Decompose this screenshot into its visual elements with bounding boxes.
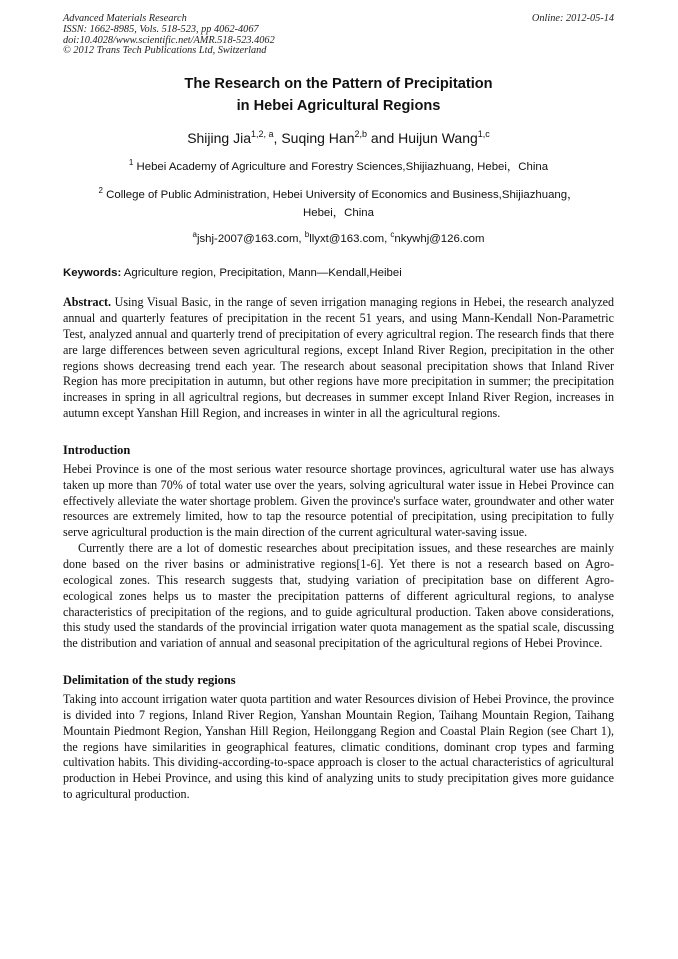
online-date: Online: 2012-05-14 [531, 13, 614, 24]
introduction-paragraph-1: Hebei Province is one of the most serious water resource shortage provinces, agricultural water use has always taken up more than 70% of total water use over the years, solving agricultural water issue in Hebei Province can effectively alleviate the water shortage problem. Given the province's surface water, groundwater and other water resources are extremely limited, how to tap the resource potential of precipitation, using precipitation to fully serve agricultural production is the main direction of the current agricultural water-saving issue. [63, 461, 614, 540]
email-c-mark: c [390, 230, 395, 240]
issn-line: ISSN: 1662-8985, Vols. 518-523, pp 4062-4067 [63, 23, 259, 35]
author-separator: , [273, 130, 282, 147]
abstract-text: Using Visual Basic, in the range of seven irrigation managing regions in Hebei, the research analyzed annual and quarterly features of precipitation in the recent 51 years, and using Mann-Kendall Non-Parametric Test, analyzed annual and quarterly trend of precipitation of every agricultral region. The research finds that there are large differences between seven agricultural regions, except Inland River Region, precipitation in the other regions shows decreasing trend each year. The research about seasonal precipitation shows that Inland River Region has more precipitation in autumn, but other regions have more precipitation in summer; the precipitation increases in spring in all agricultral regions, but decreases in summer except Inland River Region, increases in autumn except Yanshan Hill Region, and increases in winter in all the agricultural regions. [63, 295, 614, 421]
introduction-paragraph-2: Currently there are a lot of domestic researches about precipitation issues, and these researches are mainly done based on the river basins or administrative regions[1-6]. Yet there is not a research based on Agro-ecological zones. This research suggests that, studying variation of precipitation base on different Agro-ecological zones helps us to master the precipitation patterns of different agricultural regions, to analyse characteristics of precipitation of the regions, and to guide agricultural production. Taken above considerations, this study used the standards of the provincial irrigation water quota management as the spatial scale, discussing the distribution and variation of annual and seasonal precipitation of the agricultural regions of Hebei Province. [63, 541, 614, 651]
keywords [63, 265, 614, 281]
author-1-affil: 1,2, a [251, 129, 274, 140]
affiliation-2 [63, 182, 614, 222]
author-1-name: Shijing Jia [187, 130, 252, 147]
author-list [63, 124, 614, 148]
paper-title [63, 73, 614, 117]
author-2-name: Suqing Han [281, 130, 355, 147]
affiliation-1-mark: 1 [128, 158, 134, 168]
affiliation-1 [63, 154, 614, 176]
email-b-mark: b [304, 230, 310, 240]
paper-page [63, 14, 614, 803]
introduction-heading: Introduction [63, 442, 131, 457]
abstract [63, 295, 614, 422]
email-list [63, 227, 614, 247]
abstract-label: Abstract. [63, 295, 112, 310]
affiliation-2-mark: 2 [98, 186, 103, 196]
keywords-text: Agriculture region, Precipitation, Mann—Kendall,Heibei [121, 267, 402, 280]
journal-header [63, 14, 614, 57]
author-separator: and [367, 130, 399, 147]
keywords-label: Keywords: [63, 267, 122, 280]
copyright-line: © 2012 Trans Tech Publications Ltd, Switzerland [63, 45, 267, 57]
delimitation-heading: Delimitation of the study regions [63, 673, 236, 688]
email-a: jshj-2007@163.com, [196, 233, 305, 246]
delimitation-paragraph-1: Taking into account irrigation water quota partition and water Resources division of Hebei Province, the province is divided into 7 regions, Inland River Region, Yanshan Mountain Region, Taihang Mountain Region, Taihang Mountain Piedmont Region, Yanshan Hill Region, Heilonggang Region and Coastal Plain Region (see Chart 1), the regions have similarities in geographical features, climatic conditions, dominant crop types and farming cultivation habits. This dividing-according-to-space approach is closer to the actual characteristics of agricultural production in Hebei Province, and using this kind of analyzing units to study precipitation gives more guidance to agricultural production. [63, 692, 614, 802]
email-a-mark: a [192, 230, 197, 240]
title-line-1: The Research on the Pattern of Precipitation [184, 76, 493, 93]
title-line-2: in Hebei Agricultural Regions [236, 98, 441, 115]
email-b: llyxt@163.com, [309, 233, 391, 246]
affiliation-2-text-cont: Hebei，China [303, 207, 374, 220]
author-3-affil: 1,c [477, 129, 490, 140]
affiliation-2-text: College of Public Administration, Hebei University of Economics and Business,Shijiazhuang， [102, 189, 579, 202]
affiliation-1-text: Hebei Academy of Agriculture and Forestry Sciences,Shijiazhuang, Hebei，China [133, 161, 549, 174]
email-c: nkywhj@126.com [394, 233, 485, 246]
author-2-affil: 2,b [354, 129, 368, 140]
journal-name: Advanced Materials Research [63, 13, 187, 24]
author-3-name: Huijun Wang [398, 130, 478, 147]
doi-line: doi:10.4028/www.scientific.net/AMR.518-523.4062 [63, 34, 275, 46]
